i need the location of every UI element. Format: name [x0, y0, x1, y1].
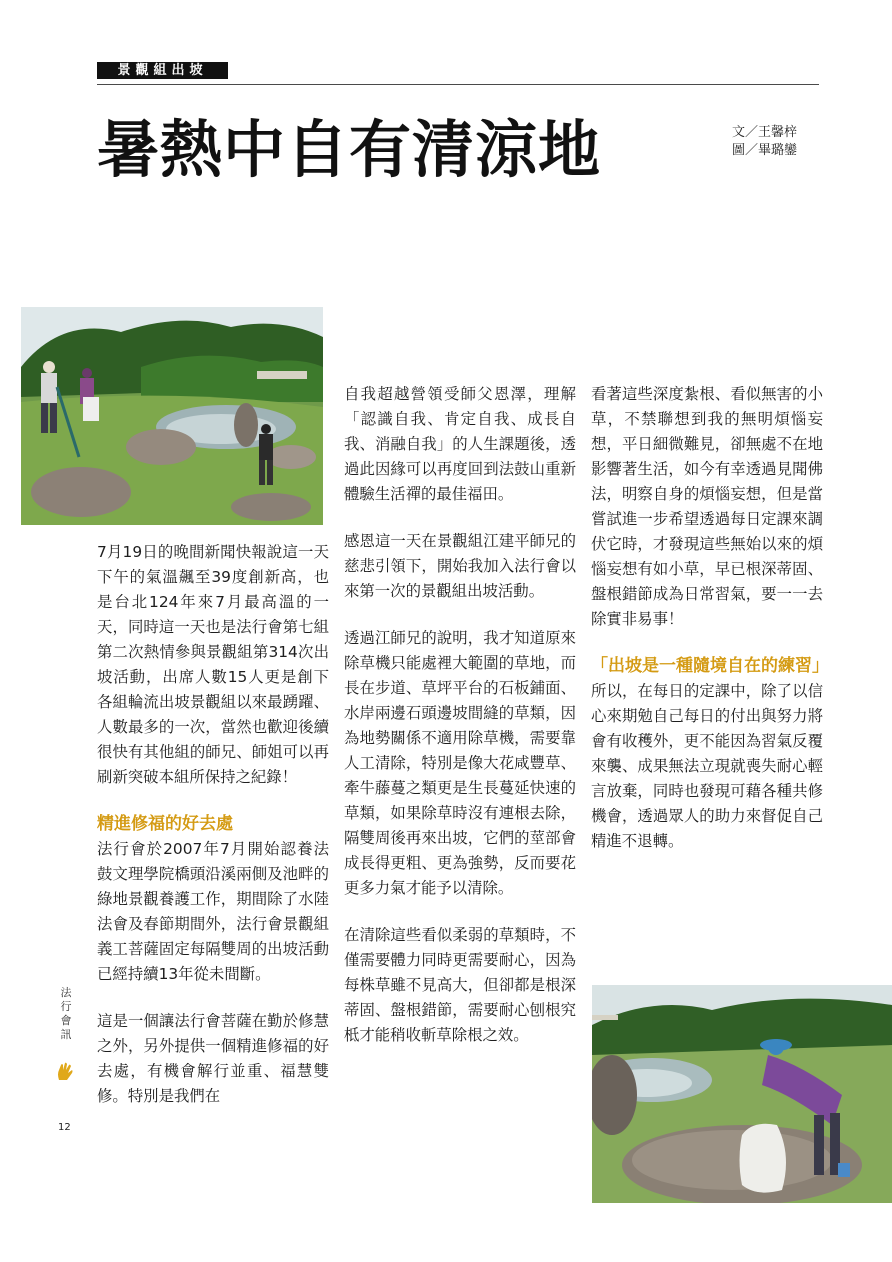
magazine-logo-graphic — [56, 984, 76, 1044]
credits — [732, 124, 822, 160]
author-credit: 文／王馨梓 — [732, 125, 798, 140]
svg-text:訊: 訊 — [60, 1028, 72, 1041]
paragraph: 看著這些深度紮根、看似無害的小草，不禁聯想到我的無明煩惱妄想，平日細微難見，卻無處不在地影響著生活，如今有幸透過見聞佛法，明察自身的煩惱妄想，但是當嘗試進一步希望透過每日定課來調伏它時，才發現這些無始以來的煩惱妄想有如小草，早已根深蒂固、盤根錯節成為日常習氣，要一一去除實非易事！ — [591, 385, 823, 628]
article-column-2 — [344, 382, 576, 1070]
magazine-logo — [56, 984, 76, 1048]
article-column-1 — [97, 540, 329, 1131]
subheading-practice-place: 精進修福的好去處 — [97, 814, 233, 834]
paragraph: 所以，在每日的定課中，除了以信心來期勉自己每日的付出與努力將會有收穫外，更不能因為習氣反覆來襲、成果無法立現就喪失耐心輕言放棄，同時也發現可藉各種共修機會，透過眾人的助力來督促自己精進不退轉。 — [591, 682, 823, 850]
svg-text:會: 會 — [60, 1014, 72, 1027]
page-number: 12 — [58, 1122, 71, 1133]
photo-volunteers-weeding-pond — [21, 307, 323, 525]
paragraph: 7月19日的晚間新聞快報說這一天下午的氣溫飆至39度創新高，也是台北124年來7月最高溫的一天，同時這一天也是法行會第七組第二次熱情參與景觀組第314次出坡活動，出席人數15人更是創下各組輪流出坡景觀組以來最踴躍、人數最多的一次，當然也歡迎後續很快有其他組的師兄、師姐可以再刷新突破本組所保持之紀錄！ — [97, 543, 329, 786]
photo-volunteer-with-bag — [592, 985, 892, 1203]
paragraph: 法行會於2007年7月開始認養法鼓文理學院橋頭沿溪兩側及池畔的綠地景觀養護工作，期間除了水陸法會及春節期間外，法行會景觀組義工菩薩固定每隔雙周的出坡活動已經持續13年從未間斷。 — [97, 840, 329, 983]
paragraph: 在清除這些看似柔弱的草類時，不僅需要體力同時更需要耐心，因為每株草雖不見高大，但卻都是根深蒂固、盤根錯節，需要耐心刨根究柢才能稍收斬草除根之效。 — [344, 926, 576, 1044]
header-rule — [97, 84, 819, 85]
paragraph: 感恩這一天在景觀組江建平師兄的慈悲引領下，開始我加入法行會以來第一次的景觀組出坡活動。 — [344, 532, 576, 600]
svg-text:行: 行 — [60, 1000, 72, 1013]
paragraph: 這是一個讓法行會菩薩在勤於修慧之外，另外提供一個精進修福的好去處，有機會解行並重、福慧雙修。特別是我們在 — [97, 1012, 329, 1105]
hand-icon — [56, 1062, 74, 1082]
section-tag: 景觀組出坡 — [97, 62, 228, 79]
article-column-3 — [591, 382, 829, 876]
svg-text:法: 法 — [60, 986, 72, 999]
subheading-practice-at-ease: 「出坡是一種隨境自在的練習」 — [591, 656, 829, 676]
photo-credit: 圖／畢璐鑾 — [732, 143, 798, 158]
article-title: 暑熱中自有清涼地 — [97, 113, 602, 186]
paragraph: 透過江師兄的說明，我才知道原來除草機只能處裡大範圍的草地，而長在步道、草坪平台的石板鋪面、水岸兩邊石頭邊坡間縫的草類，因為地勢關係不適用除草機，需要靠人工清除，特別是像大花咸豐草、牽牛藤蔓之類更是生長蔓延快速的草類，如果除草時沒有連根去除，隔雙周後再來出坡，它們的莖部會成長得更粗、更為強勢，反而要花更多力氣才能予以清除。 — [344, 629, 576, 897]
paragraph: 自我超越營領受師父恩澤，理解「認識自我、肯定自我、成長自我、消融自我」的人生課題後，透過此因緣可以再度回到法鼓山重新體驗生活禪的最佳福田。 — [344, 385, 576, 503]
